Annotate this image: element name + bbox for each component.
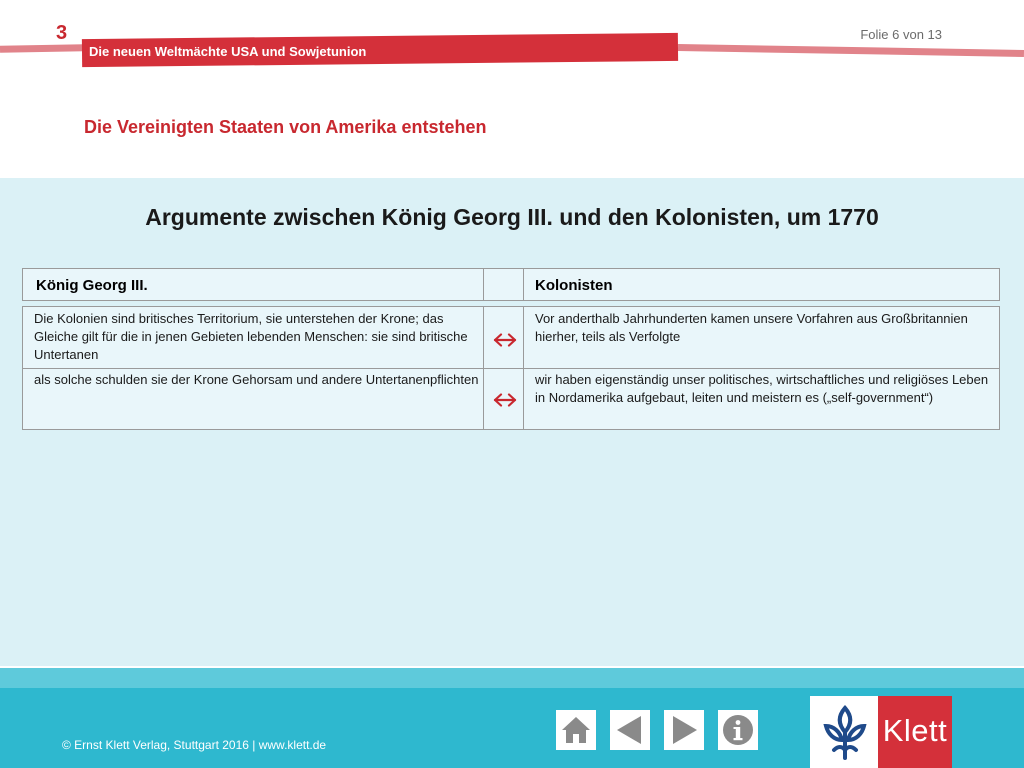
table-header (22, 268, 1000, 301)
header-colonists: Kolonisten (535, 277, 613, 294)
home-icon (559, 713, 593, 747)
previous-button[interactable] (610, 710, 650, 750)
table-row (23, 368, 999, 429)
klett-logo[interactable] (810, 696, 952, 768)
logo-text: Klett (882, 713, 948, 748)
header-spacer (484, 269, 524, 300)
king-argument: Die Kolonien sind britisches Territorium, sie unterstehen der Krone; das Gleiche gilt für die in jenen Gebieten lebenden Menschen: sie sind britische Untertanen (23, 307, 484, 368)
klett-emblem-icon (820, 704, 870, 762)
colonist-argument: wir haben eigenständig unser politisches, wirtschaftliches und religiöses Leben in Nordamerika aufgebaut, leiten und meistern es („self-government“) (535, 372, 989, 405)
header-stripe-left (0, 44, 84, 52)
argument-table (22, 306, 1000, 430)
info-button[interactable] (718, 710, 758, 750)
logo-emblem-area (810, 696, 878, 768)
main-title: Argumente zwischen König Georg III. und den Kolonisten, um 1770 (145, 204, 879, 230)
king-argument: als solche schulden sie der Krone Gehorsam und andere Untertanenpflichten (23, 368, 484, 429)
double-arrow-icon (492, 393, 518, 407)
arrow-cell (484, 307, 524, 368)
prev-icon (613, 713, 647, 747)
header-king: König Georg III. (23, 269, 484, 300)
home-button[interactable] (556, 710, 596, 750)
table-row (23, 307, 999, 369)
header-stripe-right (678, 44, 1024, 57)
arrow-cell (484, 368, 524, 429)
slide-counter: Folie 6 von 13 (860, 27, 942, 42)
chapter-title: Die neuen Weltmächte USA und Sowjetunion (89, 44, 367, 59)
footer-wave (0, 668, 1024, 688)
next-button[interactable] (664, 710, 704, 750)
info-icon (721, 713, 755, 747)
next-icon (667, 713, 701, 747)
chapter-number: 3 (56, 22, 68, 44)
colonist-argument: Vor anderthalb Jahrhunderten kamen unsere Vorfahren aus Großbritannien hierher, teils als Verfolgte (535, 311, 968, 344)
section-title: Die Vereinigten Staaten von Amerika entstehen (84, 117, 487, 137)
content-area (0, 178, 1024, 666)
footer (0, 668, 1024, 768)
double-arrow-icon (492, 333, 518, 347)
copyright-text: © Ernst Klett Verlag, Stuttgart 2016 | www.klett.de (62, 738, 327, 752)
